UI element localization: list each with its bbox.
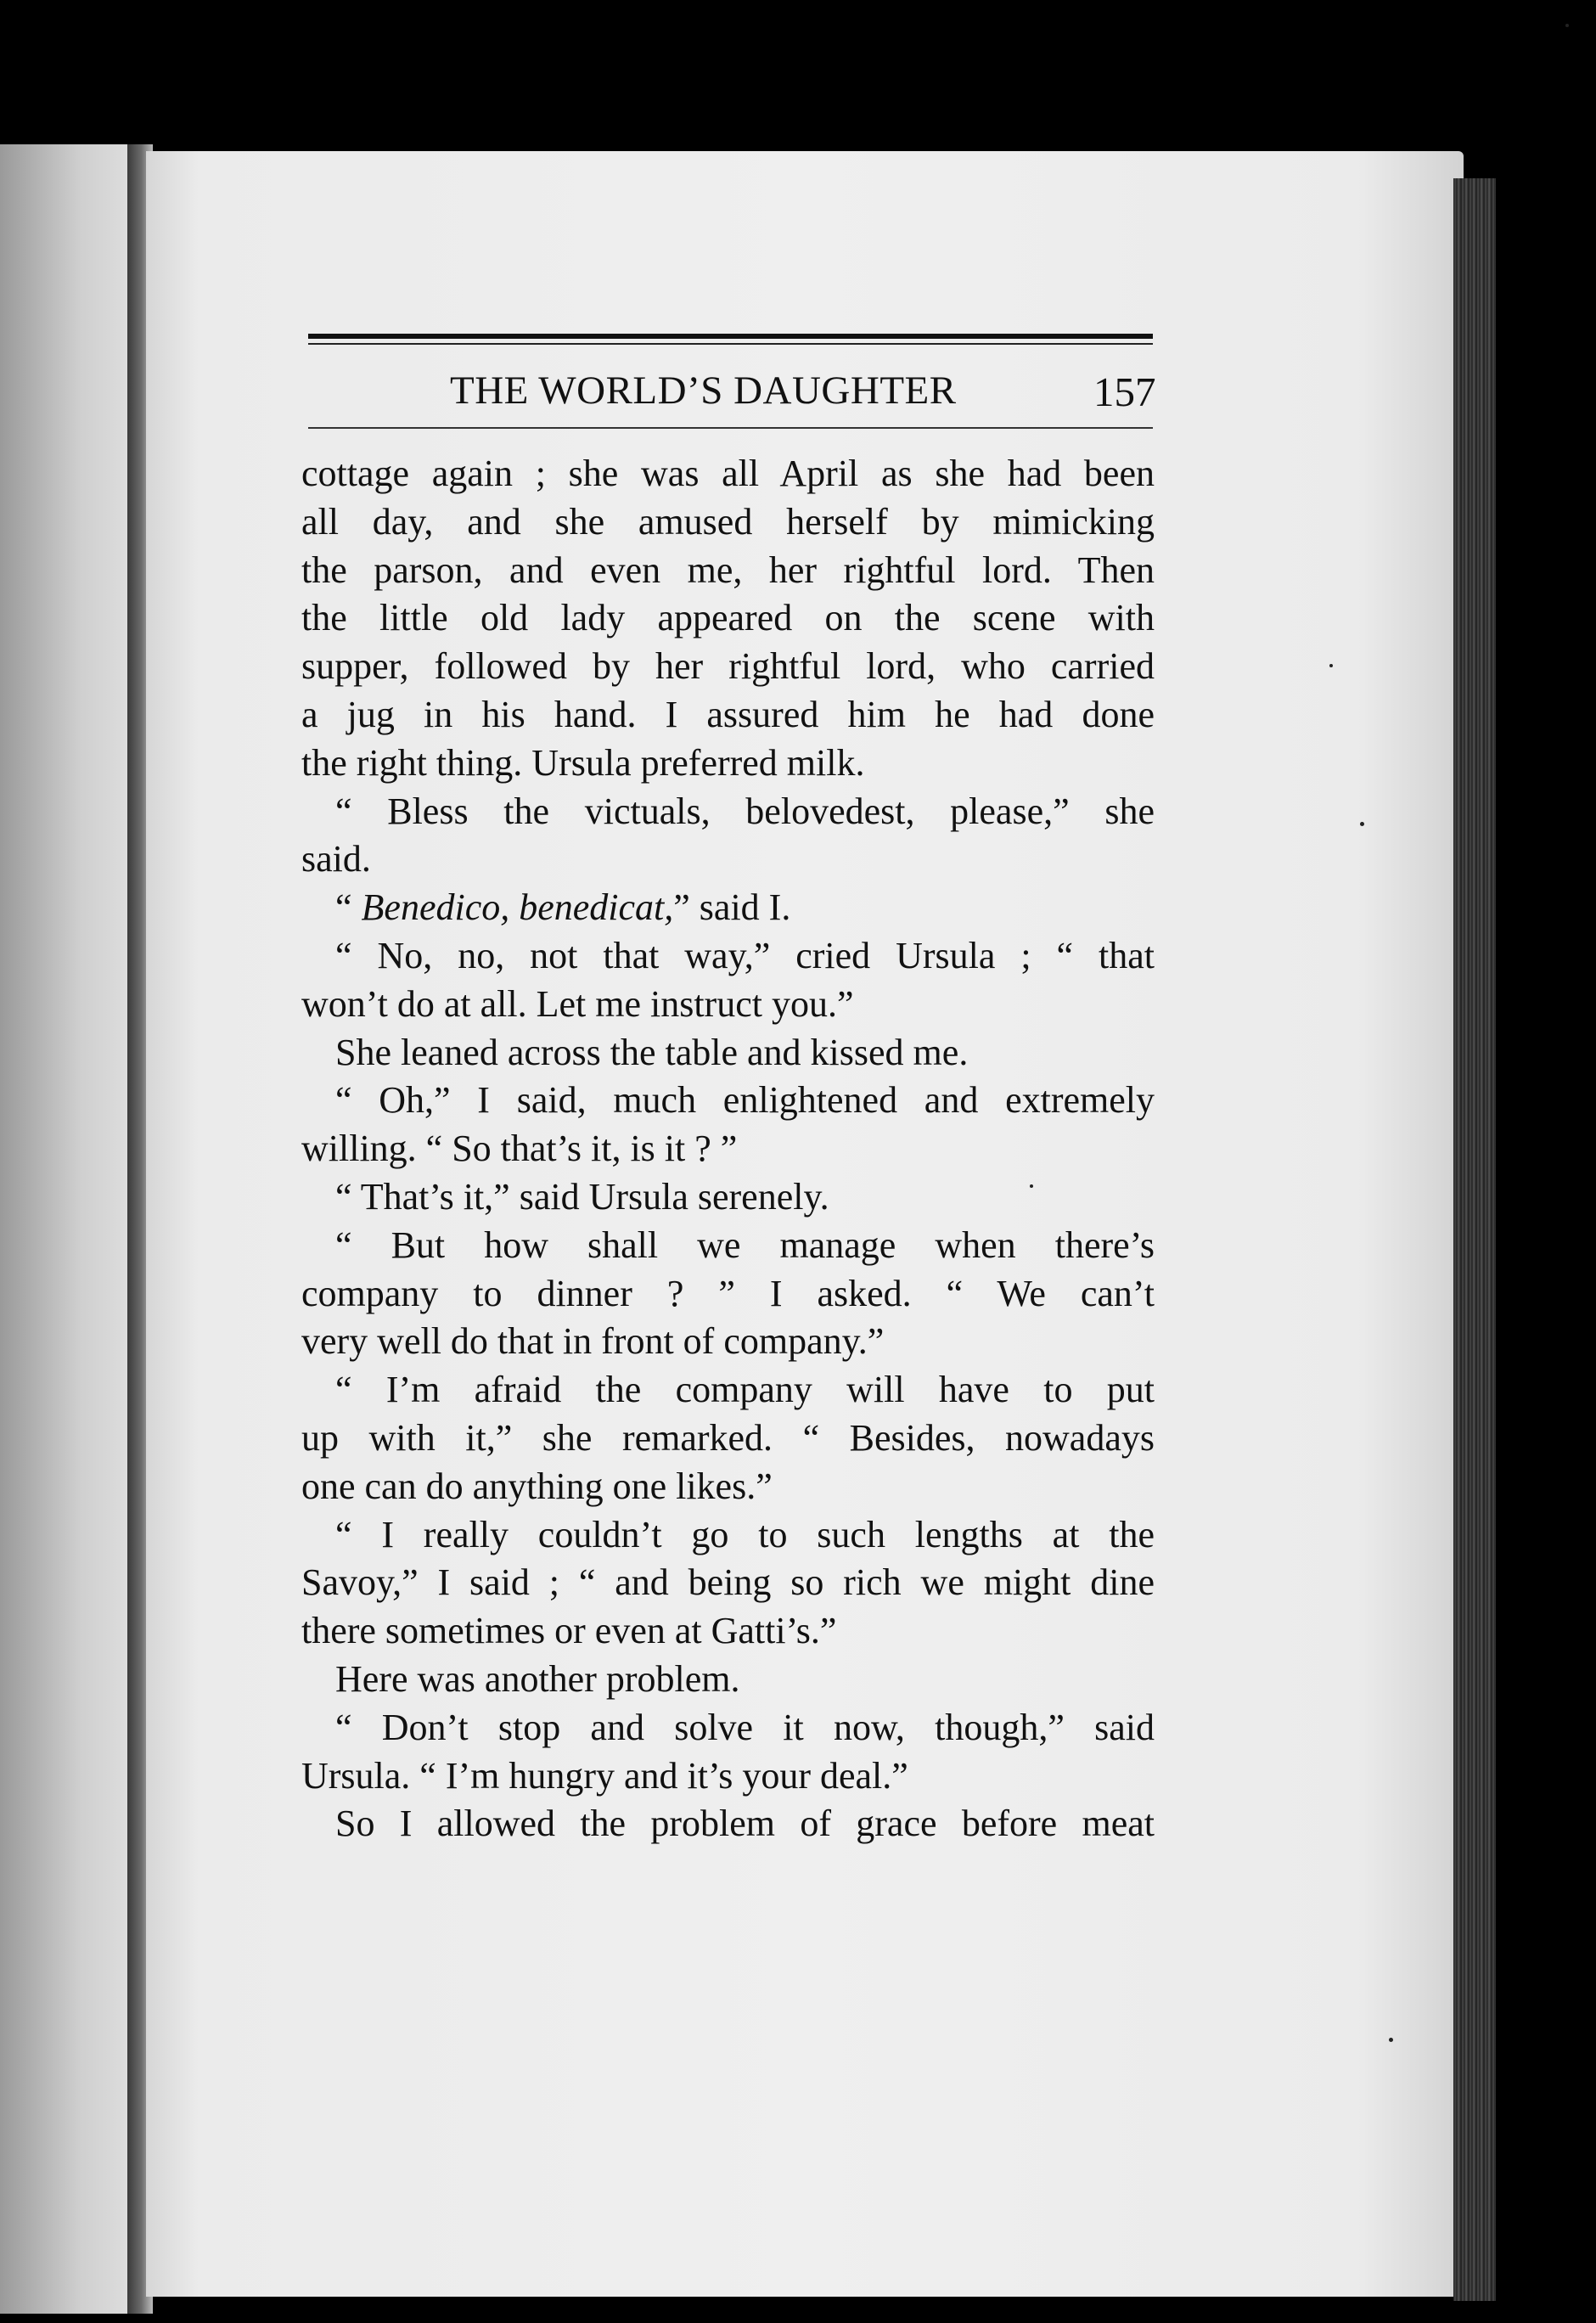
- text-line: [301, 1077, 1155, 1125]
- scan-speck: [1329, 664, 1333, 667]
- text-line-segment: “ I’m afraid the company will have to put: [335, 1369, 1155, 1411]
- text-line-segment: willing. “ So that’s it, is it ? ”: [301, 1128, 738, 1170]
- text-line: [301, 981, 1155, 1029]
- text-line: [301, 1125, 1155, 1173]
- text-line-segment: “ I really couldn’t go to such lengths at the: [335, 1513, 1155, 1555]
- left-page-edge: [0, 144, 146, 2314]
- text-line: [301, 1318, 1155, 1366]
- text-line-segment: “ That’s it,” said Ursula serenely.: [335, 1175, 829, 1218]
- body-text: [301, 450, 1155, 1848]
- text-line-segment: up with it,” she remarked. “ Besides, nowadays: [301, 1416, 1155, 1459]
- text-line: [301, 1752, 1155, 1801]
- text-line: [301, 1463, 1155, 1511]
- text-line-segment: Ursula. “ I’m hungry and it’s your deal.”: [301, 1754, 908, 1797]
- scan-speck: [1389, 2038, 1393, 2042]
- scan-speck: [1030, 1184, 1033, 1188]
- text-line-segment: “ Oh,” I said, much enlightened and extremely: [335, 1079, 1155, 1122]
- header-rule-thick: [308, 334, 1153, 339]
- header-rule-bottom: [308, 427, 1153, 429]
- text-line-segment: said.: [301, 838, 371, 880]
- running-title: THE WORLD’S DAUGHTER: [450, 368, 957, 413]
- text-line-segment: the parson, and even me, her rightful lord. Then: [301, 548, 1155, 591]
- text-line: [301, 643, 1155, 691]
- text-line: [301, 788, 1155, 836]
- text-line: [301, 740, 1155, 788]
- text-line: [301, 1415, 1155, 1463]
- text-line-segment: cottage again ; she was all April as she had been: [301, 453, 1155, 494]
- text-line: [301, 498, 1155, 547]
- scan-speck: [1565, 24, 1569, 27]
- italic-latin-phrase: Benedico, benedicat,: [361, 886, 674, 929]
- text-line-segment: ” said I.: [673, 886, 791, 929]
- text-line: [301, 1607, 1155, 1656]
- text-line: [301, 594, 1155, 643]
- text-line-segment: a jug in his hand. I assured him he had done: [301, 693, 1155, 735]
- text-line: [301, 1173, 1155, 1222]
- text-line: [301, 1704, 1155, 1752]
- text-line-segment: Here was another problem.: [335, 1657, 740, 1700]
- text-line-segment: very well do that in front of company.”: [301, 1320, 885, 1363]
- scan-speck: [1360, 822, 1364, 826]
- text-line: [301, 1800, 1155, 1848]
- text-line: [301, 1029, 1155, 1077]
- text-line-segment: “ Bless the victuals, belovedest, please,” she: [335, 790, 1155, 832]
- text-line-segment: “ Don’t stop and solve it now, though,” said: [335, 1706, 1155, 1748]
- text-line-segment: “: [335, 886, 362, 929]
- text-line: [301, 1656, 1155, 1704]
- text-line-segment: “ But how shall we manage when there’s: [335, 1223, 1155, 1266]
- text-line: [301, 1222, 1155, 1270]
- text-line: [301, 1511, 1155, 1560]
- text-line-segment: all day, and she amused herself by mimicking: [301, 500, 1155, 543]
- text-line-segment: Savoy,” I said ; “ and being so rich we might dine: [301, 1561, 1155, 1604]
- text-line: [301, 884, 1155, 932]
- text-line: [301, 691, 1155, 740]
- text-line-segment: one can do anything one likes.”: [301, 1465, 773, 1507]
- text-line: [301, 450, 1155, 498]
- text-line-segment: company to dinner ? ” I asked. “ We can’t: [301, 1272, 1155, 1314]
- text-line: [301, 835, 1155, 884]
- text-line-segment: So I allowed the problem of grace before meat: [335, 1803, 1155, 1845]
- text-line-segment: there sometimes or even at Gatti’s.”: [301, 1610, 837, 1652]
- page-number: 157: [1093, 368, 1156, 415]
- text-line: [301, 1270, 1155, 1319]
- text-line-segment: supper, followed by her rightful lord, who carried: [301, 645, 1155, 688]
- text-line-segment: “ No, no, not that way,” cried Ursula ; “ that: [335, 934, 1155, 976]
- text-line-segment: the little old lady appeared on the scene with: [301, 597, 1155, 639]
- text-line: [301, 932, 1155, 981]
- text-line: [301, 1366, 1155, 1415]
- text-line-segment: the right thing. Ursula preferred milk.: [301, 741, 865, 784]
- page-block-edge: [1453, 178, 1496, 2301]
- header-rule-thin: [308, 343, 1153, 345]
- text-line: [301, 1559, 1155, 1607]
- text-line-segment: won’t do at all. Let me instruct you.”: [301, 982, 854, 1025]
- text-line-segment: She leaned across the table and kissed me.: [335, 1031, 969, 1073]
- text-line: [301, 547, 1155, 595]
